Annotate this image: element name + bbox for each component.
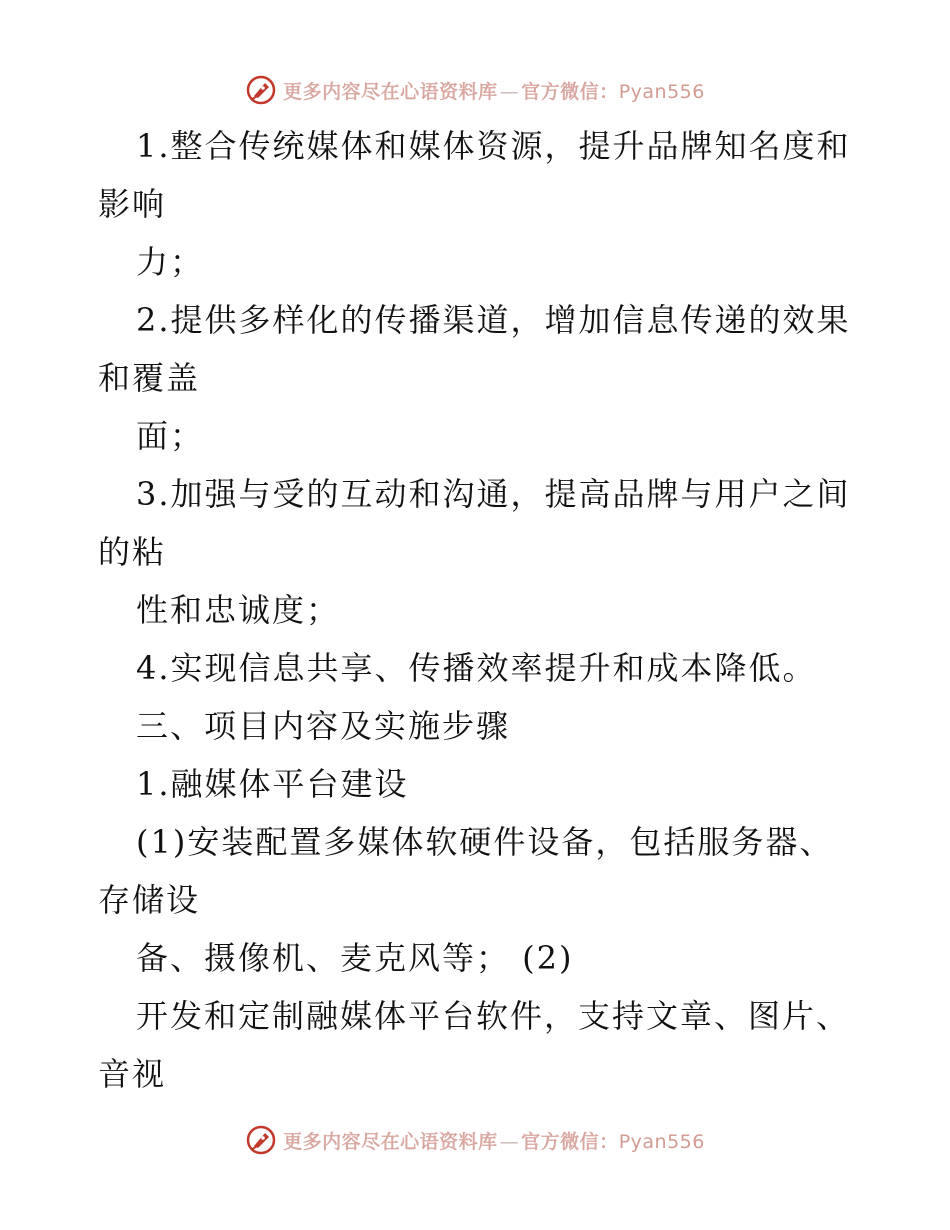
header-banner-title: 更多内容尽在心语资料库 <box>283 80 498 103</box>
text-line: 性和忠诚度； <box>136 591 341 629</box>
footer-banner-contact: 官方微信： <box>521 1130 619 1153</box>
header-banner-separator: — <box>499 80 520 103</box>
pen-nib-seal-icon <box>245 1124 277 1156</box>
text-line: 备、摄像机、麦克风等； (2) <box>136 939 574 977</box>
text-line: 面； <box>136 417 205 455</box>
header-banner-wechat-id: Pyan556 <box>618 80 705 103</box>
text-line: 的粘 <box>98 533 167 571</box>
footer-banner-text <box>283 1127 705 1154</box>
text-line: 开发和定制融媒体平台软件，支持文章、图片、 <box>136 997 851 1035</box>
footer-banner-wechat-id: Pyan556 <box>618 1130 705 1153</box>
document-body <box>98 117 858 1103</box>
header-banner-text <box>283 77 705 104</box>
text-line: 1.融媒体平台建设 <box>136 765 409 803</box>
header-banner <box>0 70 950 110</box>
text-line: 力； <box>136 243 205 281</box>
text-line: 和覆盖 <box>98 359 201 397</box>
text-line: (1)安装配置多媒体软硬件设备，包括服务器、 <box>136 823 834 861</box>
text-line: 三、项目内容及实施步骤 <box>136 707 511 745</box>
pen-nib-seal-icon <box>245 74 277 106</box>
text-line: 音视 <box>98 1055 167 1093</box>
header-banner-contact: 官方微信： <box>521 80 619 103</box>
text-line: 1.整合传统媒体和媒体资源，提升品牌知名度和 <box>136 127 851 165</box>
text-line: 2.提供多样化的传播渠道，增加信息传递的效果 <box>136 301 851 339</box>
footer-banner <box>0 1120 950 1160</box>
text-line: 影响 <box>98 185 167 223</box>
text-line: 存储设 <box>98 881 201 919</box>
text-line: 3.加强与受的互动和沟通，提高品牌与用户之间 <box>136 475 851 513</box>
text-line: 4.实现信息共享、传播效率提升和成本降低。 <box>136 649 817 687</box>
footer-banner-separator: — <box>499 1130 520 1153</box>
footer-banner-title: 更多内容尽在心语资料库 <box>283 1130 498 1153</box>
